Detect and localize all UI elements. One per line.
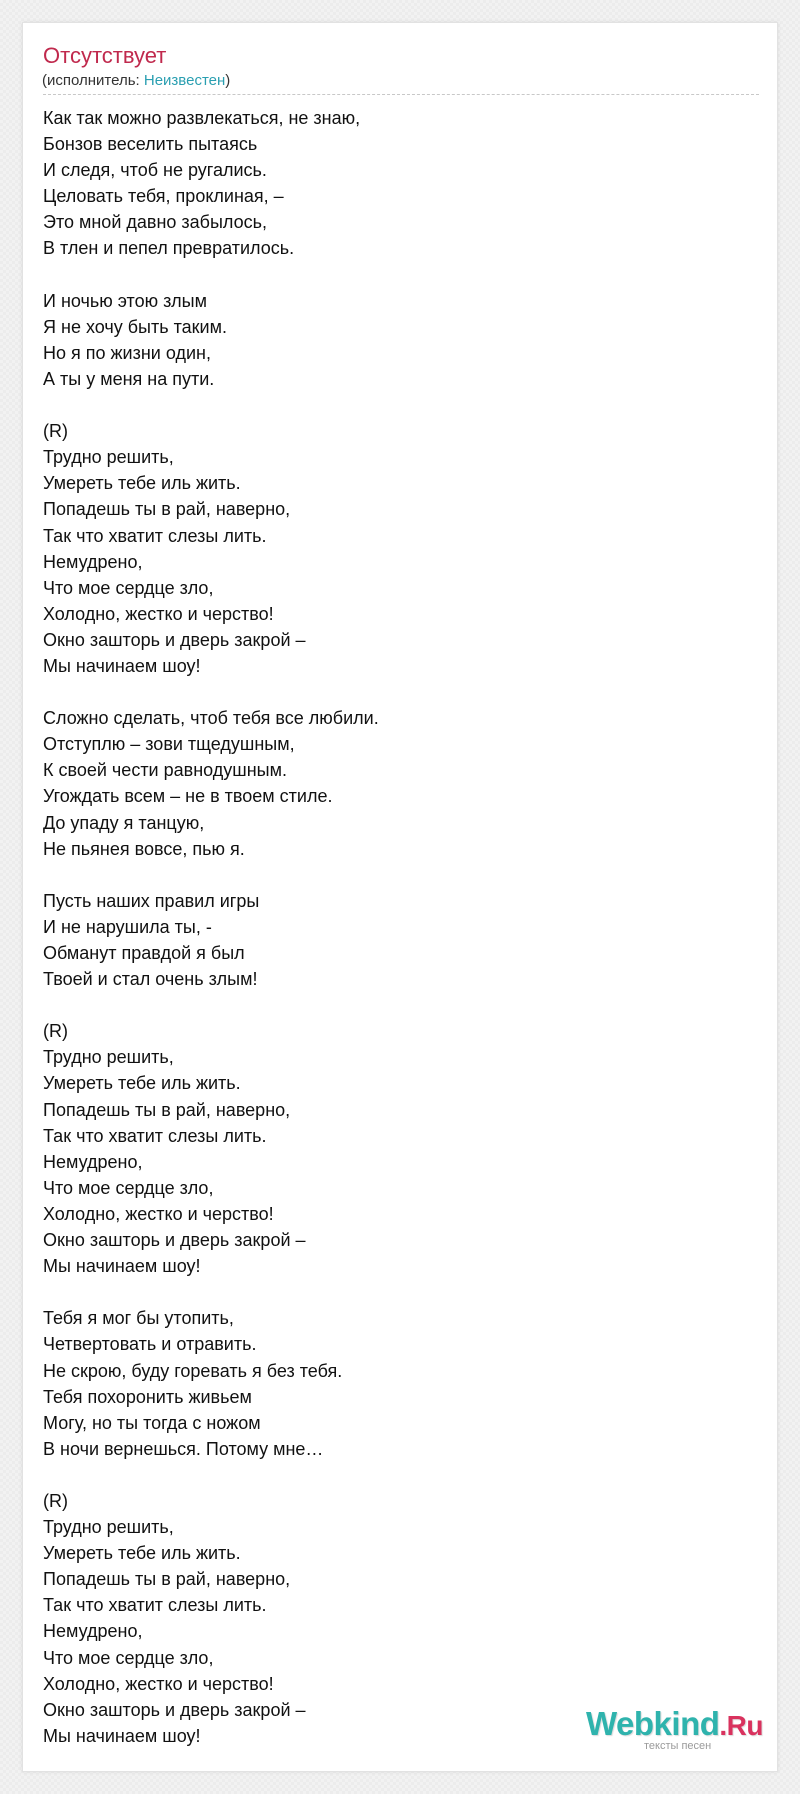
- stanza-gap: [43, 862, 743, 888]
- dashed-divider: [43, 94, 759, 95]
- lyric-line: Попадешь ты в рай, наверно,: [43, 1569, 291, 1590]
- lyric-line: Это мной давно забылось,: [43, 212, 268, 233]
- stanza-gap: [43, 992, 743, 1018]
- lyric-line: Пусть наших правил игры: [43, 890, 260, 911]
- logo-tagline: тексты песен: [644, 1740, 712, 1752]
- lyric-line: Мы начинаем шоу!: [43, 655, 201, 676]
- lyrics-text: [43, 105, 743, 1749]
- stanza-gap: [43, 679, 743, 705]
- lyric-line: Попадешь ты в рай, наверно,: [43, 1099, 291, 1120]
- lyric-line: Что мое сердце зло,: [43, 1177, 214, 1198]
- lyric-line: Четвертовать и отравить.: [43, 1334, 257, 1355]
- lyric-line: Что мое сердце зло,: [43, 1647, 214, 1668]
- lyric-line: Как так можно развлекаться, не знаю,: [43, 108, 361, 128]
- lyric-line: Не скрою, буду горевать я без тебя.: [43, 1360, 343, 1381]
- lyric-line: Бонзов веселить пытаясь: [43, 134, 258, 155]
- lyric-line: Холодно, жестко и черство!: [43, 1673, 274, 1694]
- lyric-line: До упаду я танцую,: [43, 812, 205, 833]
- lyric-line: Не пьянея вовсе, пью я.: [43, 838, 245, 859]
- lyric-line: (R): [43, 1490, 68, 1511]
- lyric-line: В тлен и пепел превратилось.: [43, 238, 295, 259]
- lyric-line: Обманут правдой я был: [43, 943, 245, 963]
- webkind-logo[interactable]: [586, 1706, 776, 1756]
- lyric-line: Немудрено,: [43, 551, 143, 572]
- lyric-line: Тебя похоронить живьем: [43, 1386, 252, 1407]
- lyric-line: И следя, чтоб не ругались.: [43, 160, 267, 181]
- lyric-line: Что мое сердце зло,: [43, 577, 214, 598]
- lyric-line: Угождать всем – не в твоем стиле.: [43, 786, 333, 807]
- stanza-gap: [43, 1279, 743, 1305]
- lyric-line: Умереть тебе иль жить.: [43, 1543, 241, 1564]
- lyric-line: Могу, но ты тогда с ножом: [43, 1412, 261, 1433]
- lyric-line: Попадешь ты в рай, наверно,: [43, 499, 291, 520]
- lyric-line: Окно зашторь и дверь закрой –: [43, 1230, 306, 1251]
- lyric-line: (R): [43, 421, 68, 442]
- lyric-line: Окно зашторь и дверь закрой –: [43, 1699, 306, 1720]
- lyric-line: А ты у меня на пути.: [43, 368, 215, 389]
- lyric-line: (R): [43, 1021, 68, 1042]
- lyric-line: И не нарушила ты, -: [43, 916, 212, 937]
- lyric-line: Окно зашторь и дверь закрой –: [43, 629, 306, 650]
- lyric-line: В ночи вернешься. Потому мне…: [43, 1438, 324, 1459]
- lyric-line: Холодно, жестко и черство!: [43, 1203, 274, 1224]
- logo-name: Webkind: [586, 1705, 720, 1742]
- lyric-line: Так что хватит слезы лить.: [43, 1125, 267, 1146]
- lyric-line: Умереть тебе иль жить.: [43, 473, 241, 494]
- lyric-line: Немудрено,: [43, 1621, 143, 1642]
- lyric-line: Твоей и стал очень злым!: [43, 969, 258, 990]
- lyric-line: Умереть тебе иль жить.: [43, 1073, 241, 1094]
- byline-suffix: ): [225, 72, 231, 89]
- logo-wordmark: [586, 1706, 763, 1744]
- lyric-line: И ночью этою злым: [43, 290, 207, 311]
- lyric-line: Сложно сделать, чтоб тебя все любили.: [43, 708, 379, 729]
- lyric-line: Немудрено,: [43, 1151, 143, 1172]
- lyric-line: Холодно, жестко и черство!: [43, 603, 274, 624]
- lyric-line: Мы начинаем шоу!: [43, 1256, 201, 1277]
- stanza-gap: [43, 392, 743, 418]
- lyric-line: Мы начинаем шоу!: [43, 1725, 201, 1746]
- logo-tld: .Ru: [719, 1710, 764, 1741]
- artist-link[interactable]: Неизвестен: [143, 72, 226, 89]
- lyrics-card: [22, 22, 778, 1772]
- lyric-line: Трудно решить,: [43, 447, 174, 468]
- lyric-line: Но я по жизни один,: [43, 342, 211, 363]
- stanza-gap: [43, 1462, 743, 1488]
- lyric-line: Так что хватит слезы лить.: [43, 1595, 267, 1616]
- byline-prefix: (исполнитель:: [42, 72, 144, 89]
- song-title: Отсутствует: [43, 43, 167, 68]
- lyric-line: К своей чести равнодушным.: [43, 760, 287, 781]
- lyric-line: Я не хочу быть таким.: [43, 316, 227, 337]
- artist-byline: [42, 72, 230, 90]
- lyric-line: Трудно решить,: [43, 1517, 174, 1538]
- lyric-line: Так что хватит слезы лить.: [43, 525, 267, 546]
- lyric-line: Отступлю – зови тщедушным,: [43, 734, 295, 755]
- stanza-gap: [43, 262, 743, 288]
- lyric-line: Трудно решить,: [43, 1047, 174, 1068]
- lyric-line: Тебя я мог бы утопить,: [43, 1308, 234, 1329]
- lyric-line: Целовать тебя, проклиная, –: [43, 186, 284, 207]
